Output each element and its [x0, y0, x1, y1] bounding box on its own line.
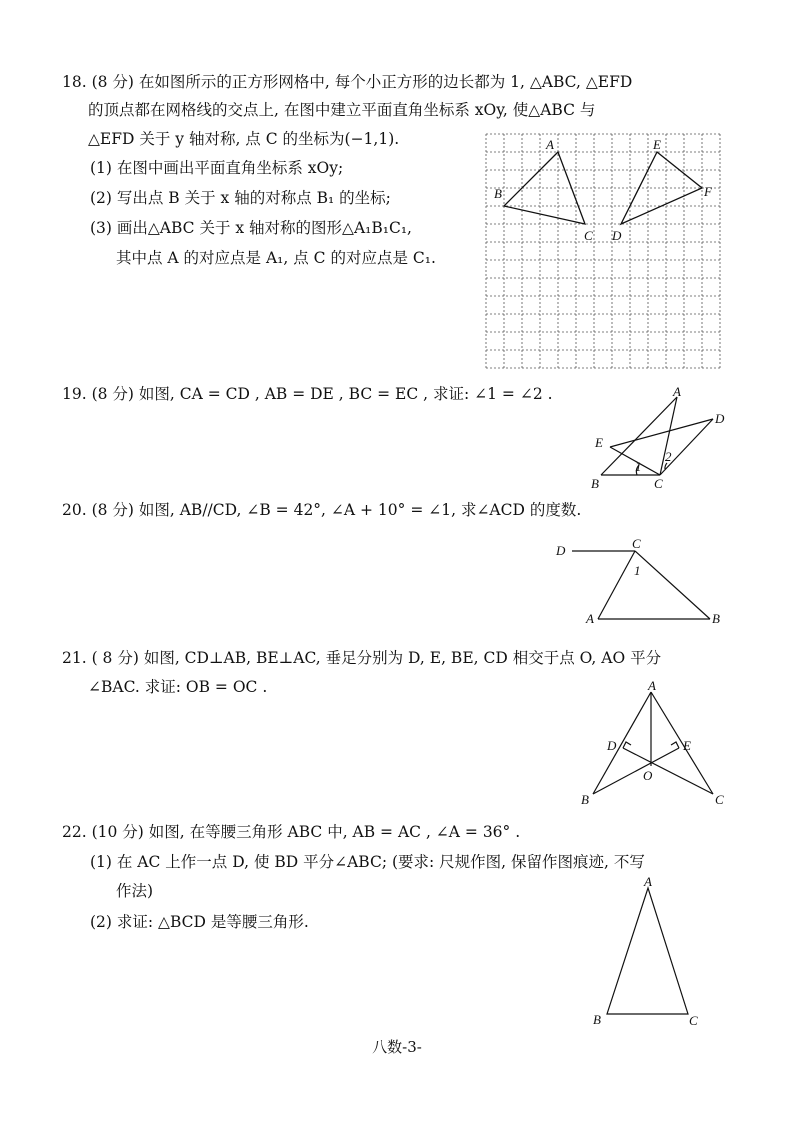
problem-19-figure: [585, 385, 735, 495]
triangle-abc: [504, 152, 585, 224]
label-E: E: [595, 435, 603, 450]
label-C: C: [584, 228, 593, 243]
problem-21-line-2: ∠BAC. 求证: OB = OC .: [88, 678, 268, 696]
label-O: O: [643, 768, 653, 783]
problem-22-figure: [585, 872, 705, 1032]
label-D: D: [612, 228, 622, 243]
label-B: B: [591, 476, 599, 491]
problem-20-figure: [550, 535, 730, 630]
label-C: C: [632, 536, 641, 551]
label-F: F: [704, 184, 712, 199]
label-E: E: [653, 137, 661, 152]
page-footer: 八数-3-: [372, 1038, 422, 1056]
label-D: D: [607, 738, 617, 753]
label-D: D: [556, 543, 566, 558]
label-B: B: [593, 1012, 601, 1027]
problem-22-line-4: (2) 求证: △BCD 是等腰三角形.: [90, 913, 309, 931]
label-angle-2: 2: [665, 449, 672, 464]
problem-18-line-2: 的顶点都在网格线的交点上, 在图中建立平面直角坐标系 xOy, 使△ABC 与: [88, 101, 596, 119]
problem-18-line-6: (3) 画出△ABC 关于 x 轴对称的图形△A₁B₁C₁,: [90, 219, 412, 237]
problem-18-line-5: (2) 写出点 B 关于 x 轴的对称点 B₁ 的坐标;: [90, 189, 391, 207]
label-angle-1: 1: [635, 459, 642, 474]
label-A: A: [648, 678, 656, 693]
label-angle-1: 1: [634, 563, 641, 578]
problem-18-line-4: (1) 在图中画出平面直角坐标系 xOy;: [90, 159, 344, 177]
problem-19-line-1: 19. (8 分) 如图, CA = CD , AB = DE , BC = EC , 求证: ∠1 = ∠2 .: [62, 385, 553, 403]
label-B: B: [712, 611, 720, 626]
grid-lines: [486, 134, 720, 368]
problem-18-grid-figure: [480, 128, 740, 373]
label-A: A: [546, 137, 554, 152]
problem-22-line-1: 22. (10 分) 如图, 在等腰三角形 ABC 中, AB = AC , ∠A = 36° .: [62, 823, 521, 841]
label-A: A: [673, 384, 681, 399]
label-C: C: [715, 792, 724, 807]
label-C: C: [689, 1013, 698, 1028]
label-D: D: [715, 411, 725, 426]
label-E: E: [683, 738, 691, 753]
label-A: A: [644, 874, 652, 889]
label-B: B: [494, 186, 502, 201]
problem-18-line-7: 其中点 A 的对应点是 A₁, 点 C 的对应点是 C₁.: [116, 249, 436, 267]
label-B: B: [581, 792, 589, 807]
problem-22-line-3: 作法): [116, 882, 154, 900]
problem-22-line-2: (1) 在 AC 上作一点 D, 使 BD 平分∠ABC; (要求: 尺规作图, 保留作图痕迹, 不写: [90, 853, 645, 871]
problem-21-figure: [575, 678, 735, 810]
triangle-efd: [621, 152, 702, 224]
problem-21-line-1: 21. ( 8 分) 如图, CD⊥AB, BE⊥AC, 垂足分别为 D, E, BE, CD 相交于点 O, AO 平分: [62, 649, 662, 667]
problem-18-line-1: 18. (8 分) 在如图所示的正方形网格中, 每个小正方形的边长都为 1, △ABC, △EFD: [62, 73, 633, 91]
label-A: A: [586, 611, 594, 626]
problem-18-line-3: △EFD 关于 y 轴对称, 点 C 的坐标为(−1,1).: [88, 130, 400, 148]
label-C: C: [654, 476, 663, 491]
problem-20-line-1: 20. (8 分) 如图, AB//CD, ∠B = 42°, ∠A + 10° = ∠1, 求∠ACD 的度数.: [62, 501, 582, 519]
